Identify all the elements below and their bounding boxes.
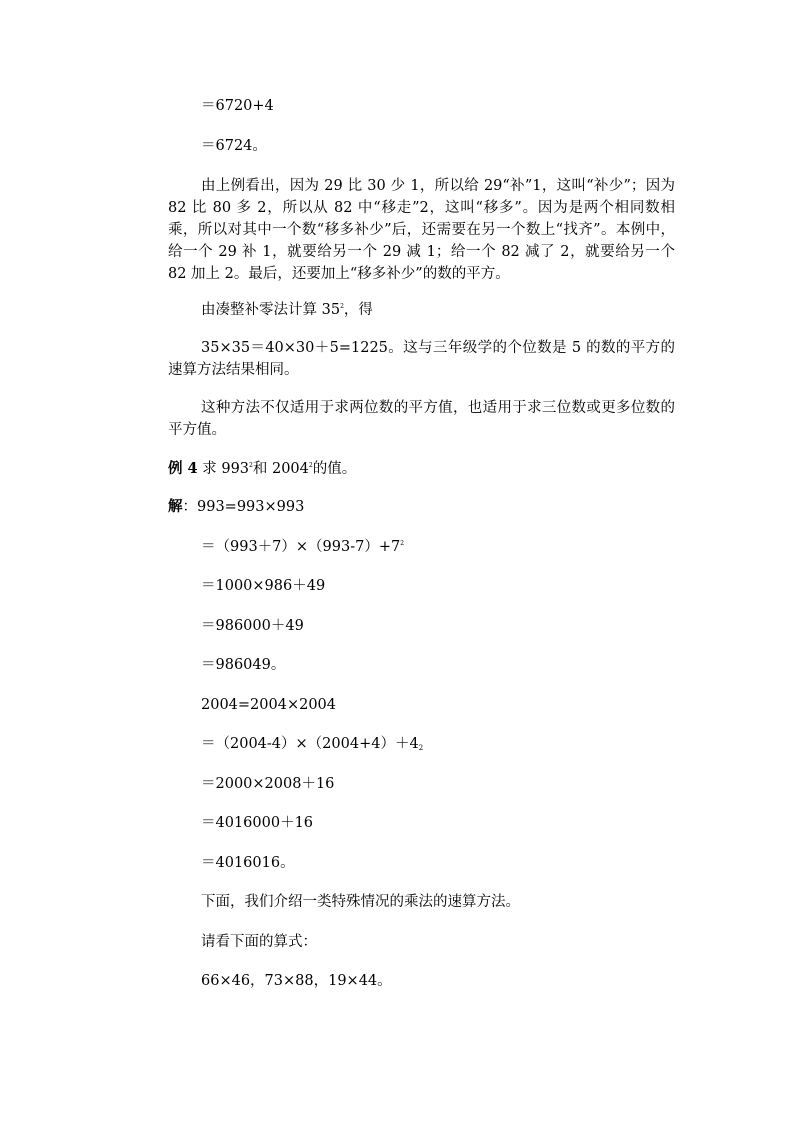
method-paragraph: 这种方法不仅适用于求两位数的平方值，也适用于求三位数或更多位数的平方值。 bbox=[168, 400, 675, 438]
example-text: 的值。 bbox=[312, 461, 357, 477]
solution-label: 解 bbox=[168, 498, 183, 515]
equation-line: ＝986049。 bbox=[201, 657, 286, 673]
subscript: 2 bbox=[418, 744, 424, 752]
result-paragraph: 35×35＝40×30＋5=1225。这与三年级学的个位数是 5 的数的平方的速算方法结果相同。 bbox=[168, 340, 675, 378]
equation-line: ＝4016000＋16 bbox=[201, 815, 314, 831]
explanation-paragraph: 由上例看出，因为 29 比 30 少 1，所以给 29“补”1，这叫“补少”；因为 82 比 80 多 2，所以从 82 中“移走”2，这叫“移多”。因为是两个相同数相乘，所以对其中一个数“移多补少”后，还需要在另一个数上“找齐”。本例中，给一个 29 补 1，就要给另一个 29 减 1；给一个 82 减了 2，就要给另一个 82 加上 2。最后，还要加上“移多补少”的数的平方。 bbox=[168, 178, 675, 282]
example-text: 和 2004 bbox=[252, 461, 309, 477]
calculation-intro-text: 由凑整补零法计算 35 bbox=[201, 302, 341, 318]
solution-line bbox=[168, 497, 304, 517]
text-line: 请看下面的算式： bbox=[201, 934, 317, 950]
exponent: 2 bbox=[308, 462, 313, 469]
calculation-intro-suffix: ，得 bbox=[343, 302, 373, 318]
equation-line: ＝2000×2008＋16 bbox=[201, 776, 335, 792]
equation-line: ＝6720+4 bbox=[201, 98, 274, 114]
equation-line: 66×46，73×88，19×44。 bbox=[201, 973, 392, 989]
text-line: 下面，我们介绍一类特殊情况的乘法的速算方法。 bbox=[201, 894, 520, 910]
exponent: 2 bbox=[400, 540, 405, 547]
equation-line: 2004=2004×2004 bbox=[201, 697, 337, 713]
exponent: 2 bbox=[340, 303, 344, 310]
equation-line: ＝1000×986＋49 bbox=[201, 578, 326, 594]
equation-text: ＝（2004-4）×（2004+4）＋4 bbox=[201, 736, 419, 752]
equation-line: ＝4016016。 bbox=[201, 855, 295, 871]
calculation-intro bbox=[201, 300, 373, 320]
equation-line: ＝986000＋49 bbox=[201, 618, 304, 634]
equation-line bbox=[201, 734, 423, 754]
solution-colon: ： bbox=[182, 499, 197, 515]
equation-text: ＝（993＋7）×（993-7）+7 bbox=[201, 539, 401, 555]
equation-line: ＝6724。 bbox=[201, 138, 267, 154]
example-heading bbox=[168, 459, 356, 479]
exponent: 2 bbox=[249, 462, 253, 469]
equation-line bbox=[201, 537, 404, 557]
solution-equation: 993=993×993 bbox=[197, 499, 305, 515]
example-text: 求 993 bbox=[197, 461, 250, 477]
example-label: 例 4 bbox=[168, 460, 198, 477]
